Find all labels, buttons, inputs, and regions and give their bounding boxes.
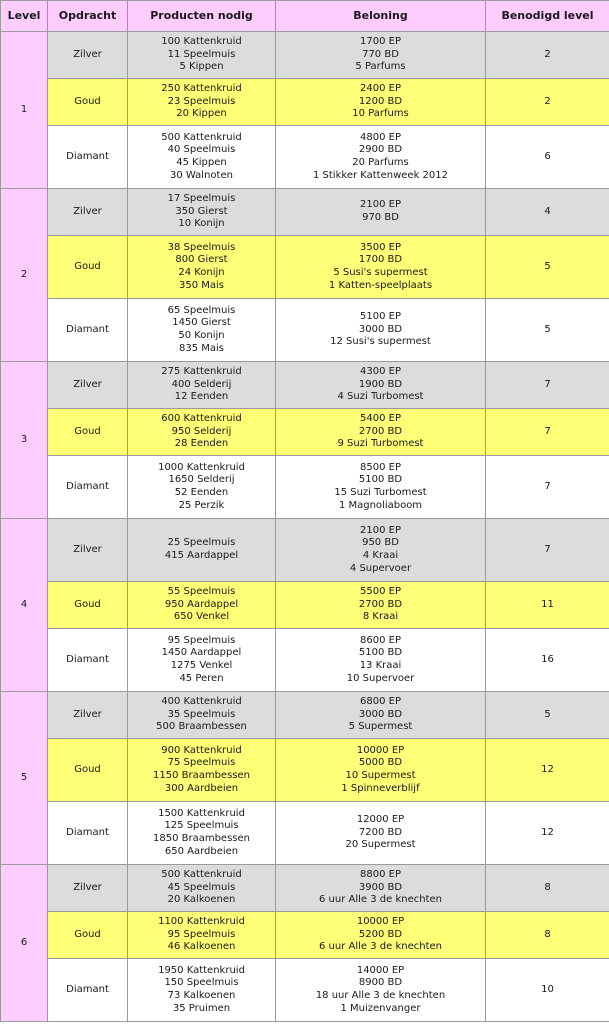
reward-line: 5 Parfums (355, 61, 406, 73)
reward-line: 1700 BD (358, 254, 403, 266)
table-row (1, 519, 609, 582)
product-line: 125 Speelmuis (164, 820, 239, 832)
producten-cell (128, 802, 276, 865)
table-row (1, 299, 609, 362)
product-line: 900 Kattenkruid (161, 744, 242, 756)
table-row (1, 739, 609, 802)
product-line: 500 Kattenkruid (161, 869, 242, 881)
reward-line: 2900 BD (358, 144, 403, 156)
reward-line: 6 uur Alle 3 de knechten (319, 894, 442, 906)
table-row (1, 189, 609, 236)
reward-line: 6800 EP (360, 696, 401, 708)
reward-line: 10 Supermest (345, 770, 416, 781)
reward-line: 950 BD (362, 537, 399, 549)
level-cell: 3 (1, 362, 48, 519)
table-row (1, 629, 609, 692)
product-line: 24 Konijn (178, 267, 225, 278)
product-line: 12 Eenden (174, 391, 229, 403)
benodigd-level-cell: 5 (486, 299, 609, 362)
product-line: 45 Peren (179, 672, 224, 684)
benodigd-level-cell: 7 (486, 362, 609, 409)
reward-line: 5 Supermest (348, 721, 413, 733)
producten-cell (128, 32, 276, 79)
table-row (1, 236, 609, 299)
benodigd-level-cell: 5 (486, 692, 609, 739)
benodigd-level-cell: 7 (486, 519, 609, 582)
reward-line: 8600 EP (360, 634, 401, 646)
reward-line: 1 Muizenvanger (340, 1002, 421, 1014)
table-row (1, 456, 609, 519)
header-benodigd-level: Benodigd level (486, 1, 609, 32)
product-line: 25 Perzik (178, 499, 225, 511)
product-line: 1850 Braambessen (152, 833, 250, 844)
product-line: 25 Speelmuis (167, 537, 236, 549)
product-line: 1275 Venkel (170, 660, 233, 671)
product-line: 1950 Kattenkruid (158, 964, 245, 976)
producten-cell (128, 126, 276, 189)
reward-line: 10 Supervoer (346, 672, 415, 684)
producten-cell (128, 409, 276, 456)
product-line: 1450 Gierst (172, 317, 231, 329)
product-line: 46 Kalkoenen (167, 941, 236, 953)
reward-line: 5500 EP (360, 586, 401, 598)
producten-cell (128, 362, 276, 409)
reward-line: 18 uur Alle 3 de knechten (315, 990, 446, 1001)
benodigd-level-cell: 2 (486, 32, 609, 79)
reward-line: 8500 EP (360, 461, 401, 473)
product-line: 5 Kippen (179, 61, 224, 73)
producten-cell (128, 79, 276, 126)
reward-line: 4 Kraai (362, 550, 399, 561)
product-line: 28 Eenden (174, 438, 229, 450)
producten-cell (128, 865, 276, 912)
product-line: 1000 Kattenkruid (158, 461, 245, 473)
product-line: 800 Gierst (175, 254, 228, 266)
table-body (1, 32, 609, 1022)
producten-cell (128, 519, 276, 582)
product-line: 20 Kalkoenen (167, 894, 236, 906)
product-line: 650 Venkel (173, 611, 230, 623)
opdracht-zilver: Zilver (48, 362, 128, 409)
reward-line: 1200 BD (358, 95, 403, 107)
reward-line: 10 Parfums (352, 108, 409, 120)
product-line: 23 Speelmuis (167, 95, 236, 107)
header-opdracht: Opdracht (48, 1, 128, 32)
product-line: 30 Walnoten (170, 169, 233, 181)
product-line: 40 Speelmuis (167, 144, 236, 156)
product-line: 95 Speelmuis (167, 634, 236, 646)
benodigd-level-cell: 8 (486, 865, 609, 912)
opdracht-diamant: Diamant (48, 959, 128, 1022)
table-row (1, 802, 609, 865)
reward-line: 5 Susi's supermest (333, 267, 428, 278)
header-level: Level (1, 1, 48, 32)
producten-cell (128, 692, 276, 739)
table-row (1, 865, 609, 912)
reward-line: 970 BD (362, 212, 399, 223)
opdracht-goud: Goud (48, 739, 128, 802)
product-line: 350 Mais (178, 279, 224, 291)
opdracht-goud: Goud (48, 582, 128, 629)
level-cell: 4 (1, 519, 48, 692)
reward-line: 2100 EP (360, 199, 401, 211)
reward-line: 12 Susi's supermest (330, 336, 431, 348)
reward-line: 8800 EP (360, 869, 401, 881)
opdracht-zilver: Zilver (48, 32, 128, 79)
reward-line: 15 Suzi Turbomest (334, 487, 427, 498)
product-line: 20 Kippen (176, 108, 227, 120)
producten-cell (128, 299, 276, 362)
opdracht-zilver: Zilver (48, 519, 128, 582)
opdracht-zilver: Zilver (48, 189, 128, 236)
producten-cell (128, 629, 276, 692)
product-line: 950 Aardappel (164, 598, 239, 610)
product-line: 600 Kattenkruid (161, 413, 242, 425)
opdracht-diamant: Diamant (48, 802, 128, 865)
reward-line: 5100 BD (358, 474, 403, 486)
product-line: 250 Kattenkruid (161, 83, 242, 95)
table-row (1, 362, 609, 409)
reward-line: 9 Suzi Turbomest (337, 438, 424, 450)
level-cell: 1 (1, 32, 48, 189)
beloning-cell (276, 739, 486, 802)
benodigd-level-cell: 12 (486, 802, 609, 865)
reward-line: 20 Supermest (345, 839, 416, 851)
reward-line: 13 Kraai (359, 660, 402, 671)
header-beloning: Beloning (276, 1, 486, 32)
beloning-cell (276, 629, 486, 692)
opdracht-goud: Goud (48, 236, 128, 299)
table-row (1, 582, 609, 629)
beloning-cell (276, 79, 486, 126)
beloning-cell (276, 456, 486, 519)
producten-cell (128, 189, 276, 236)
reward-line: 5100 BD (358, 647, 403, 659)
product-line: 35 Speelmuis (167, 708, 236, 720)
reward-line: 8900 BD (358, 977, 403, 989)
reward-line: 2700 BD (358, 598, 403, 610)
product-line: 500 Kattenkruid (161, 131, 242, 143)
level-cell: 6 (1, 865, 48, 1022)
product-line: 1500 Kattenkruid (158, 807, 245, 819)
benodigd-level-cell: 2 (486, 79, 609, 126)
beloning-cell (276, 582, 486, 629)
level-cell: 5 (1, 692, 48, 865)
reward-line: 5400 EP (360, 413, 401, 425)
producten-cell (128, 739, 276, 802)
table-row (1, 912, 609, 959)
reward-line: 10000 EP (356, 744, 405, 756)
opdracht-diamant: Diamant (48, 126, 128, 189)
product-line: 350 Gierst (175, 205, 228, 217)
reward-line: 770 BD (362, 48, 399, 60)
reward-line: 6 uur Alle 3 de knechten (319, 941, 442, 953)
benodigd-level-cell: 12 (486, 739, 609, 802)
reward-line: 4 Supervoer (349, 562, 412, 574)
product-line: 1650 Selderij (168, 474, 235, 486)
reward-line: 1 Stikker Kattenweek 2012 (313, 169, 448, 181)
opdracht-goud: Goud (48, 409, 128, 456)
product-line: 1150 Braambessen (152, 770, 250, 781)
reward-line: 3000 BD (358, 323, 403, 335)
reward-line: 20 Parfums (352, 157, 409, 168)
product-line: 400 Kattenkruid (161, 696, 242, 708)
product-line: 35 Pruimen (172, 1002, 231, 1014)
reward-line: 4800 EP (360, 131, 401, 143)
opdracht-goud: Goud (48, 79, 128, 126)
product-line: 52 Eenden (174, 487, 229, 498)
level-cell: 2 (1, 189, 48, 362)
product-line: 75 Speelmuis (167, 757, 236, 769)
opdracht-zilver: Zilver (48, 865, 128, 912)
table-row (1, 79, 609, 126)
reward-line: 1 Spinneverblijf (341, 782, 420, 794)
benodigd-level-cell: 5 (486, 236, 609, 299)
opdracht-diamant: Diamant (48, 629, 128, 692)
reward-line: 14000 EP (356, 964, 405, 976)
reward-line: 5200 BD (358, 928, 403, 940)
benodigd-level-cell: 4 (486, 189, 609, 236)
reward-line: 2400 EP (360, 83, 401, 95)
beloning-cell (276, 519, 486, 582)
reward-line: 10000 EP (356, 916, 405, 928)
product-line: 65 Speelmuis (167, 304, 236, 316)
product-line: 45 Speelmuis (167, 881, 236, 893)
benodigd-level-cell: 7 (486, 409, 609, 456)
product-line: 45 Kippen (176, 157, 227, 168)
opdracht-goud: Goud (48, 912, 128, 959)
reward-line: 7200 BD (358, 826, 403, 838)
opdracht-diamant: Diamant (48, 299, 128, 362)
header-row (1, 1, 609, 32)
benodigd-level-cell: 16 (486, 629, 609, 692)
product-line: 95 Speelmuis (167, 928, 236, 940)
reward-line: 12000 EP (356, 814, 405, 826)
product-line: 10 Konijn (178, 218, 225, 230)
product-line: 300 Aardbeien (164, 782, 239, 794)
table-row (1, 959, 609, 1022)
opdracht-diamant: Diamant (48, 456, 128, 519)
table-row (1, 692, 609, 739)
reward-line: 1 Katten-speelplaats (328, 279, 433, 291)
product-line: 100 Kattenkruid (161, 36, 242, 48)
benodigd-level-cell: 7 (486, 456, 609, 519)
producten-cell (128, 236, 276, 299)
product-line: 73 Kalkoenen (167, 990, 236, 1001)
beloning-cell (276, 802, 486, 865)
product-line: 950 Selderij (171, 425, 232, 437)
benodigd-level-cell: 11 (486, 582, 609, 629)
producten-cell (128, 582, 276, 629)
producten-cell (128, 456, 276, 519)
reward-line: 2700 BD (358, 425, 403, 437)
beloning-cell (276, 32, 486, 79)
beloning-cell (276, 865, 486, 912)
beloning-cell (276, 692, 486, 739)
beloning-cell (276, 362, 486, 409)
reward-line: 4300 EP (360, 366, 401, 378)
reward-line: 3500 EP (360, 241, 401, 253)
opdracht-zilver: Zilver (48, 692, 128, 739)
product-line: 1100 Kattenkruid (158, 916, 245, 928)
product-line: 150 Speelmuis (164, 977, 239, 989)
benodigd-level-cell: 8 (486, 912, 609, 959)
beloning-cell (276, 959, 486, 1022)
reward-line: 1 Magnoliaboom (338, 499, 423, 511)
producten-cell (128, 959, 276, 1022)
reward-line: 3900 BD (358, 881, 403, 893)
reward-line: 8 Kraai (362, 611, 399, 623)
product-line: 835 Mais (178, 342, 224, 354)
table-row (1, 126, 609, 189)
product-line: 50 Konijn (178, 330, 225, 341)
product-line: 275 Kattenkruid (161, 366, 242, 378)
beloning-cell (276, 126, 486, 189)
table-row (1, 32, 609, 79)
reward-line: 4 Suzi Turbomest (337, 391, 424, 403)
reward-line: 1900 BD (358, 378, 403, 390)
beloning-cell (276, 299, 486, 362)
beloning-cell (276, 912, 486, 959)
reward-line: 5000 BD (358, 757, 403, 769)
product-line: 38 Speelmuis (167, 241, 236, 253)
product-line: 17 Speelmuis (167, 193, 236, 205)
benodigd-level-cell: 10 (486, 959, 609, 1022)
header-producten: Producten nodig (128, 1, 276, 32)
beloning-cell (276, 189, 486, 236)
product-line: 415 Aardappel (164, 550, 239, 561)
reward-line: 3000 BD (358, 708, 403, 720)
product-line: 11 Speelmuis (167, 48, 236, 60)
benodigd-level-cell: 6 (486, 126, 609, 189)
product-line: 1450 Aardappel (161, 647, 242, 659)
beloning-cell (276, 236, 486, 299)
product-line: 650 Aardbeien (164, 845, 239, 857)
product-line: 55 Speelmuis (167, 586, 236, 598)
product-line: 500 Braambessen (156, 721, 247, 733)
reward-line: 5100 EP (360, 311, 401, 323)
reward-line: 1700 EP (360, 36, 401, 48)
producten-cell (128, 912, 276, 959)
table-row (1, 409, 609, 456)
beloning-cell (276, 409, 486, 456)
reward-line: 2100 EP (360, 524, 401, 536)
product-line: 400 Selderij (171, 378, 232, 390)
